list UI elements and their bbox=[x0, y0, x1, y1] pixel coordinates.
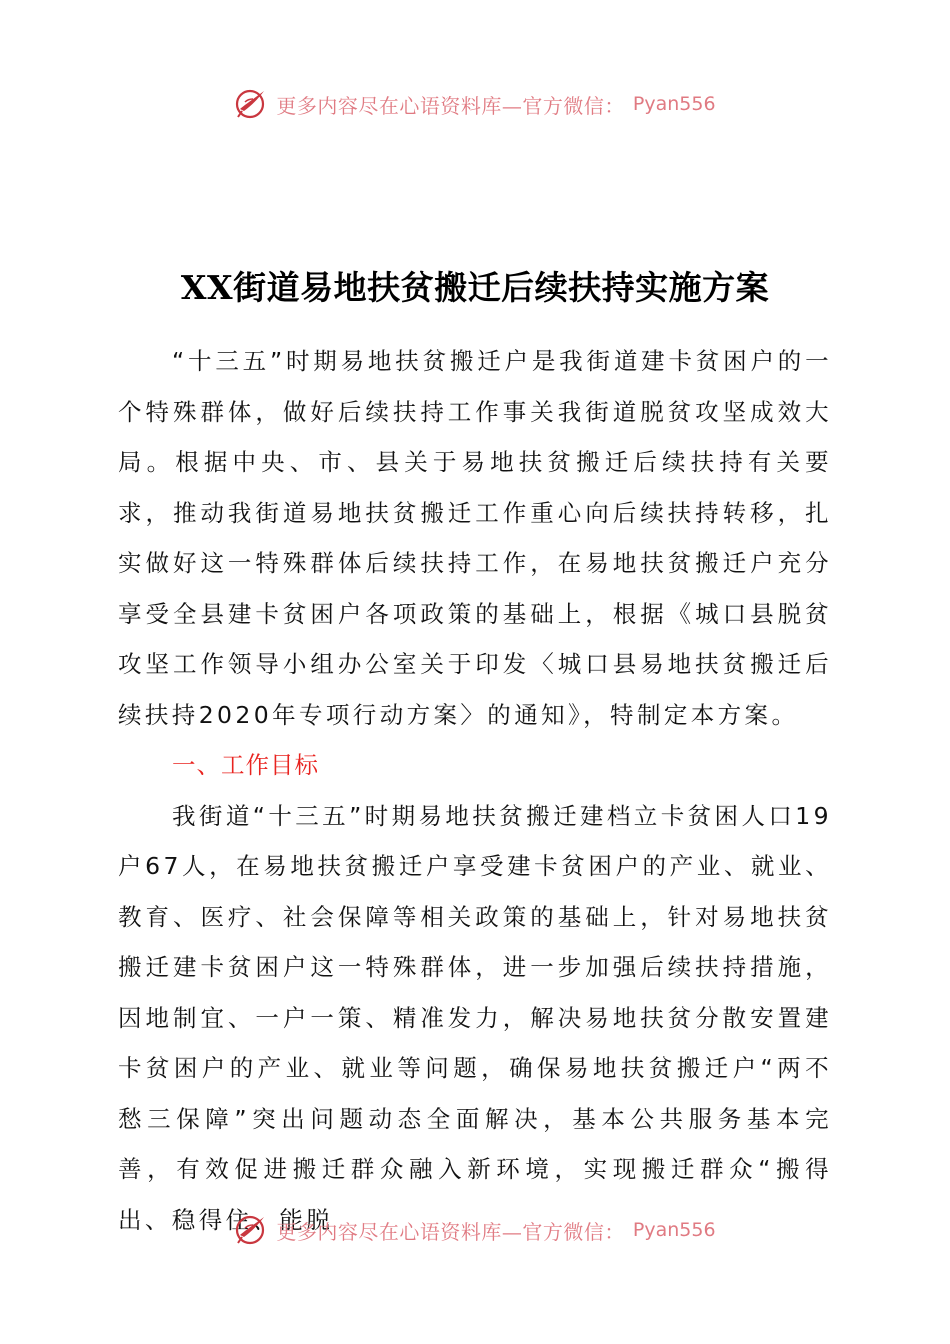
watermark-wechat-id: Pyan556 bbox=[632, 1219, 716, 1241]
document-title: XX街道易地扶贫搬迁后续扶持实施方案 bbox=[180, 268, 770, 307]
watermark-wechat-id: Pyan556 bbox=[632, 93, 716, 115]
header-watermark bbox=[0, 84, 950, 124]
watermark-text: 更多内容尽在心语资料库—官方微信： bbox=[276, 93, 625, 118]
section-heading-work-goals: 一、工作目标 bbox=[172, 751, 319, 779]
document-body bbox=[118, 336, 832, 1245]
intro-paragraph: “十三五”时期易地扶贫搬迁户是我街道建卡贫困户的一个特殊群体，做好后续扶持工作事关我街道脱贫攻坚成效大局。根据中央、市、县关于易地扶贫搬迁后续扶持有关要求，推动我街道易地扶贫搬迁工作重心向后续扶持转移，扎实做好这一特殊群体后续扶持工作，在易地扶贫搬迁户充分享受全县建卡贫困户各项政策的基础上，根据《城口县脱贫攻坚工作领导小组办公室关于印发〈城口县易地扶贫搬迁后续扶持2020年专项行动方案〉的通知》，特制定本方案。 bbox=[118, 347, 832, 729]
work-goals-paragraph: 我街道“十三五”时期易地扶贫搬迁建档立卡贫困人口19户67人，在易地扶贫搬迁户享受建卡贫困户的产业、就业、教育、医疗、社会保障等相关政策的基础上，针对易地扶贫搬迁建卡贫困户这一特殊群体，进一步加强后续扶持措施，因地制宜、一户一策、精准发力，解决易地扶贫分散安置建卡贫困户的产业、就业等问题，确保易地扶贫搬迁户“两不愁三保障”突出问题动态全面解决，基本公共服务基本完善，有效促进搬迁群众融入新环境，实现搬迁群众“搬得出、稳得住、能脱 bbox=[118, 801, 832, 1234]
footer-watermark bbox=[0, 1210, 950, 1250]
quill-logo-icon bbox=[234, 1213, 268, 1247]
quill-logo-icon bbox=[234, 87, 268, 121]
watermark-text: 更多内容尽在心语资料库—官方微信： bbox=[276, 1219, 625, 1244]
